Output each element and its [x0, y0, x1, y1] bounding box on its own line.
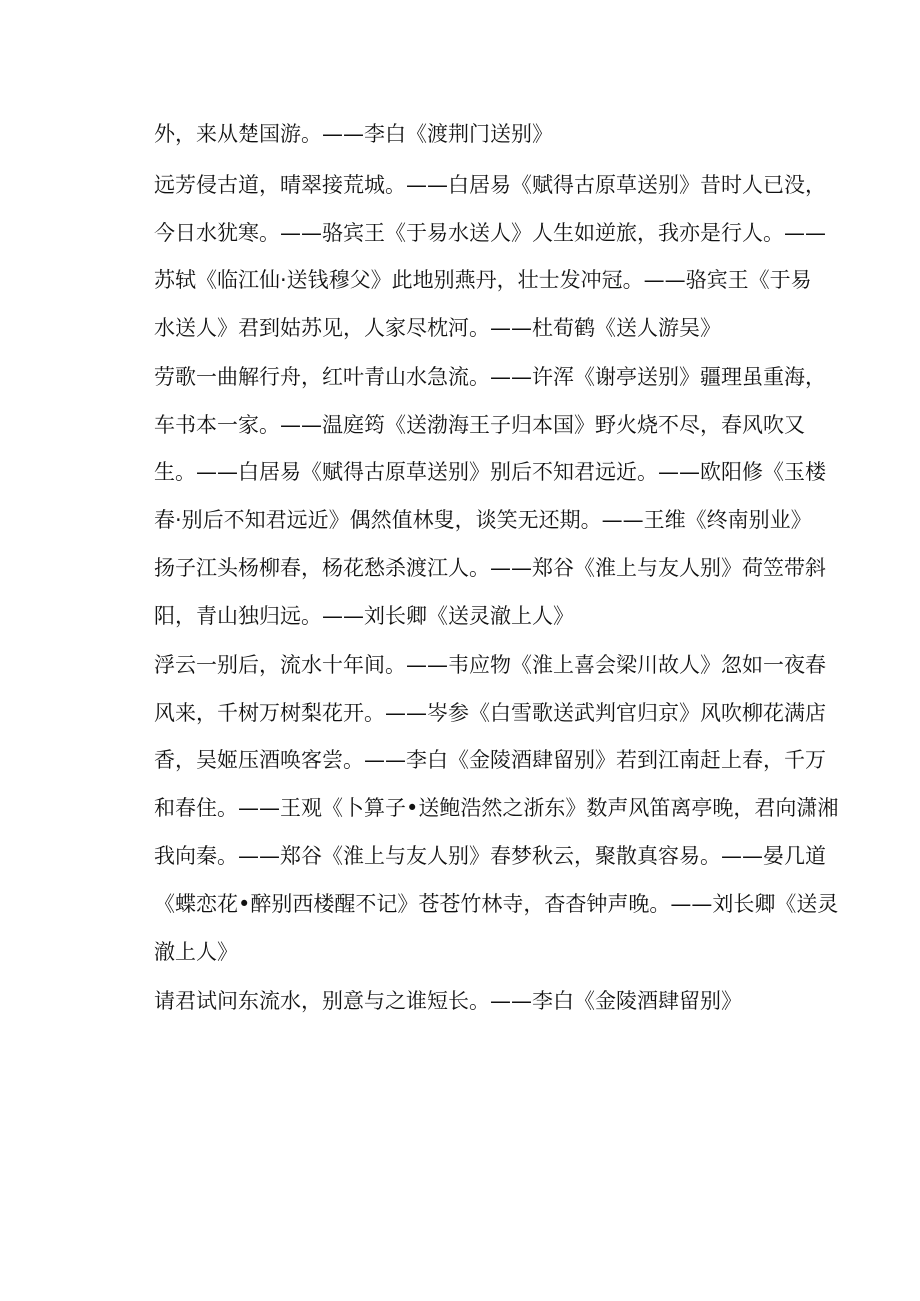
text-line: 香，吴姬压酒唤客尝。——李白《金陵酒肆留别》若到江南赶上春，千万 — [154, 748, 826, 772]
text-line: 生。——白居易《赋得古原草送别》别后不知君远近。——欧阳修《玉楼 — [154, 460, 826, 484]
text-line: 浮云一别后，流水十年间。——韦应物《淮上喜会梁川故人》忽如一夜春 — [154, 653, 826, 677]
text-line: 扬子江头杨柳春，杨花愁杀渡江人。——郑谷《淮上与友人别》荷笠带斜 — [154, 556, 826, 580]
text-line: 远芳侵古道，晴翠接荒城。——白居易《赋得古原草送别》昔时人已没， — [154, 173, 826, 197]
text-line: 车书本一家。——温庭筠《送渤海王子归本国》野火烧不尽，春风吹又 — [154, 413, 805, 437]
text-line: 外，来从楚国游。——李白《渡荆门送别》 — [154, 122, 553, 146]
text-line: 我向秦。——郑谷《淮上与友人别》春梦秋云，聚散真容易。——晏几道 — [154, 844, 826, 868]
text-line: 风来，千树万树梨花开。——岑参《白雪歌送武判官归京》风吹柳花满店 — [154, 701, 826, 725]
text-line: 水送人》君到姑苏见，人家尽枕河。——杜荀鹤《送人游吴》 — [154, 316, 721, 340]
text-line: 请君试问东流水，别意与之谁短长。——李白《金陵酒肆留别》 — [154, 989, 742, 1013]
text-line: 阳，青山独归远。——刘长卿《送灵澈上人》 — [154, 604, 574, 628]
text-line: 春·别后不知君远近》偶然值林叟，谈笑无还期。——王维《终南别业》 — [154, 508, 812, 532]
text-line: 劳歌一曲解行舟，红叶青山水急流。——许浑《谢亭送别》疆理虽重海， — [154, 365, 826, 389]
text-line: 苏轼《临江仙·送钱穆父》此地别燕丹，壮士发冲冠。——骆宾王《于易 — [154, 268, 812, 292]
text-line: 《蝶恋花•醉别西楼醒不记》苍苍竹林寺，杳杳钟声晚。——刘长卿《送灵 — [154, 892, 839, 916]
text-line: 今日水犹寒。——骆宾王《于易水送人》人生如逆旅，我亦是行人。—— — [154, 221, 826, 245]
text-line: 和春住。——王观《卜算子•送鲍浩然之浙东》数声风笛离亭晚，君向潇湘 — [154, 796, 839, 820]
text-line: 澈上人》 — [154, 940, 238, 964]
